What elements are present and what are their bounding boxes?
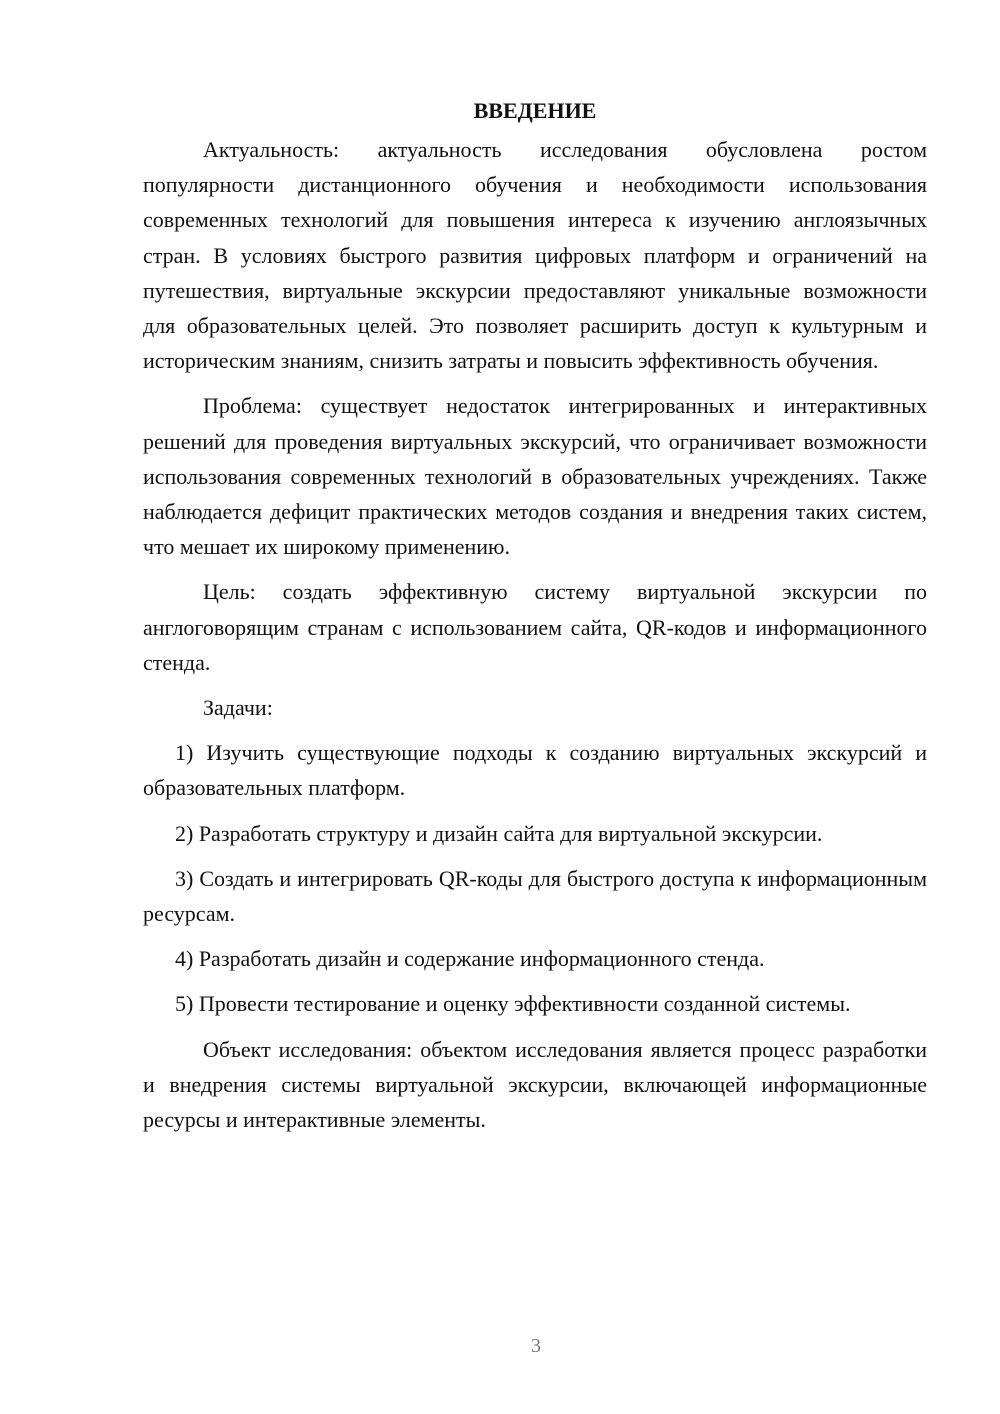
paragraph-object: Объект исследования: объектом исследования является процесс разработки и внедрения системы виртуальной экскурсии, включающей информационные ресурсы и интерактивные элементы. bbox=[143, 1036, 927, 1133]
list-item: 5) Провести тестирование и оценку эффективности созданной системы. bbox=[175, 991, 851, 1017]
list-item: 2) Разработать структуру и дизайн сайта для виртуальной экскурсии. bbox=[175, 820, 823, 846]
list-item: 1) Изучить существующие подходы к созданию виртуальных экскурсий и образовательных платформ. bbox=[143, 740, 927, 801]
tasks-list bbox=[143, 735, 927, 1021]
document-page bbox=[143, 96, 927, 1147]
list-item: 4) Разработать дизайн и содержание информационного стенда. bbox=[175, 946, 765, 972]
paragraph-problem: Проблема: существует недостаток интегрированных и интерактивных решений для проведения виртуальных экскурсий, что ограничивает возможности использования современных технологий в образовательных учреждениях. Также наблюдается дефицит практических методов создания и внедрения таких систем, что мешает их широкому применению. bbox=[143, 393, 927, 560]
list-item: 3) Создать и интегрировать QR-коды для быстрого доступа к информационным ресурсам. bbox=[143, 865, 927, 927]
paragraph-goal: Цель: создать эффективную систему виртуальной экскурсии по англоговорящим странам с использованием сайта, QR-кодов и информационного стенда. bbox=[143, 579, 927, 675]
page-number: 3 bbox=[531, 1335, 541, 1357]
tasks-heading: Задачи: bbox=[203, 695, 273, 721]
paragraph-relevance: Актуальность: актуальность исследования обусловлена ростом популярности дистанционного обучения и необходимости использования современных технологий для повышения интереса к изучению англоязычных стран. В условиях быстрого развития цифровых платформ и ограничений на путешествия, виртуальные экскурсии предоставляют уникальные возможности для образовательных целей. Это позволяет расширить доступ к культурным и историческим знаниям, снизить затраты и повысить эффективность обучения. bbox=[143, 137, 927, 374]
section-title: ВВЕДЕНИЕ bbox=[473, 98, 597, 123]
